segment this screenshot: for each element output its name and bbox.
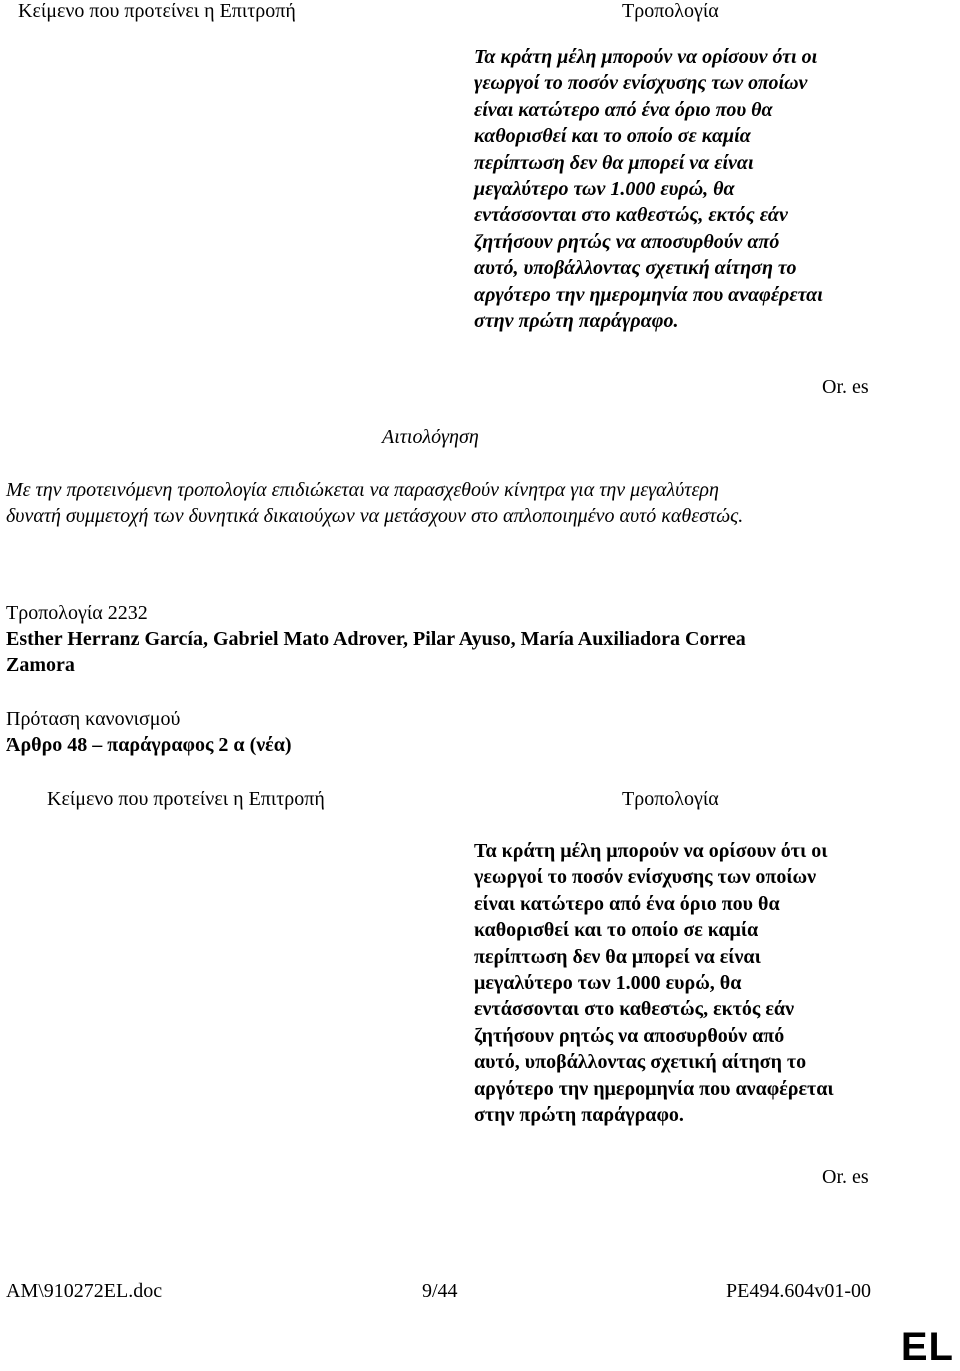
justification-line: δυνατή συμμετοχή των δυνητικά δικαιούχων να μετάσχουν στο απλοποιημένο αυτό καθεστώς.: [6, 505, 744, 527]
amendment-text-line: ζητήσουν ρητώς να αποσυρθούν από: [474, 230, 780, 253]
amendment-text-line: καθορισθεί και το οποίο σε καμία: [474, 919, 759, 942]
amendment-text-line: αυτό, υποβάλλοντας σχετική αίτηση το: [474, 1051, 807, 1074]
amendment-text-line: περίπτωση δεν θα μπορεί να είναι: [474, 151, 754, 174]
amendment-text-line: εντάσσονται στο καθεστώς, εκτός εάν: [474, 204, 788, 227]
amendment-text-line: αργότερο την ημερομηνία που αναφέρεται: [474, 283, 823, 306]
original-language: Or. es: [822, 1166, 869, 1188]
amendment-text-line: καθορισθεί και το οποίο σε καμία: [474, 125, 751, 148]
amendment-text-line: ζητήσουν ρητώς να αποσυρθούν από: [474, 1024, 785, 1047]
amendment-text-line: εντάσσονται στο καθεστώς, εκτός εάν: [474, 998, 795, 1021]
amendment-text-line: είναι κατώτερο από ένα όριο που θα: [474, 892, 780, 915]
amendment-text: [474, 838, 914, 1128]
amendment-text-line: αργότερο την ημερομηνία που αναφέρεται: [474, 1077, 834, 1100]
amendment-text-line: στην πρώτη παράγραφο.: [474, 310, 679, 333]
proposal-title: Πρόταση κανονισμού: [6, 708, 181, 730]
commission-text-header: Κείμενο που προτείνει η Επιτροπή: [18, 0, 296, 22]
justification-text: [6, 477, 886, 529]
commission-text-header: Κείμενο που προτείνει η Επιτροπή: [47, 788, 325, 810]
footer-pe-ref: PE494.604v01-00: [726, 1280, 871, 1302]
amendment-number: Τροπολογία 2232: [6, 602, 148, 624]
amendment-text-line: στην πρώτη παράγραφο.: [474, 1104, 684, 1127]
amendment-text-line: περίπτωση δεν θα μπορεί να είναι: [474, 945, 761, 968]
original-language: Or. es: [822, 376, 869, 398]
amendment-text-line: αυτό, υποβάλλοντας σχετική αίτηση το: [474, 257, 797, 280]
footer-doc-ref: AM\910272EL.doc: [6, 1280, 163, 1302]
amendment-text: [474, 44, 914, 334]
amendment-text-line: μεγαλύτερο των 1.000 ευρώ, θα: [474, 972, 742, 995]
justification-line: Με την προτεινόμενη τροπολογία επιδιώκεται να παρασχεθούν κίνητρα για την μεγαλύτερη: [6, 479, 719, 501]
language-badge: EL: [900, 1325, 954, 1369]
amendment-header: Τροπολογία: [622, 788, 719, 810]
amendment-text-line: είναι κατώτερο από ένα όριο που θα: [474, 98, 773, 121]
article-reference: Άρθρο 48 – παράγραφος 2 α (νέα): [6, 734, 292, 756]
footer-page-number: 9/44: [422, 1280, 458, 1302]
amendment-text-line: γεωργοί το ποσόν ενίσχυσης των οποίων: [474, 866, 817, 889]
amendment-header: Τροπολογία: [622, 0, 719, 22]
amendment-authors-cont: Zamora: [6, 654, 75, 676]
justification-heading: Αιτιολόγηση: [382, 426, 479, 448]
amendment-text-line: μεγαλύτερο των 1.000 ευρώ, θα: [474, 178, 735, 201]
amendment-text-line: γεωργοί το ποσόν ενίσχυσης των οποίων: [474, 72, 808, 95]
amendment-authors: Esther Herranz García, Gabriel Mato Adrover, Pilar Ayuso, María Auxiliadora Correa: [6, 628, 746, 650]
amendment-text-line: Τα κράτη μέλη μπορούν να ορίσουν ότι οι: [474, 46, 818, 68]
amendment-text-line: Τα κράτη μέλη μπορούν να ορίσουν ότι οι: [474, 840, 828, 862]
